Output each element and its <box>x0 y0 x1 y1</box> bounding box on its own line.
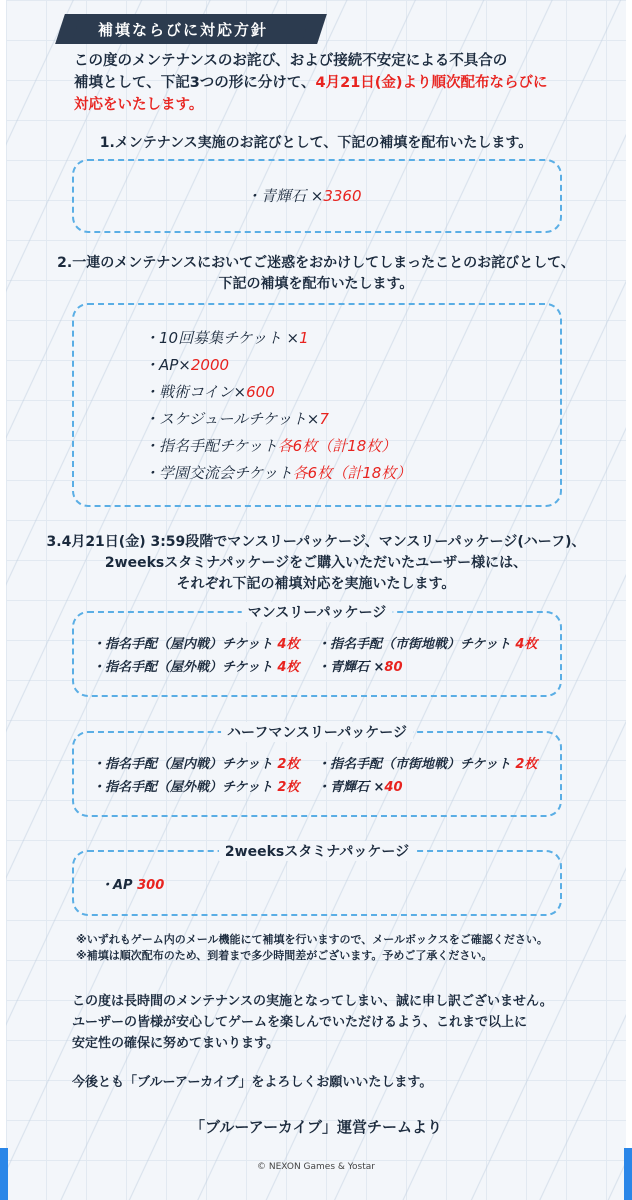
half-item-3-label: ・指名手配（屋外戦）チケット <box>92 780 273 795</box>
half-item-4-label: ・青輝石 × <box>317 780 385 795</box>
section3-title <box>6 532 626 595</box>
monthly-item-2-value: 4枚 <box>515 637 538 652</box>
section2-item-5-label: ・指名手配チケット <box>144 437 278 455</box>
half-item-1-label: ・指名手配（屋内戦）チケット <box>92 757 273 772</box>
monthly-package-label: マンスリーパッケージ <box>242 602 393 622</box>
stamina-package-box <box>72 844 562 916</box>
monthly-item-3-label: ・指名手配（屋外戦）チケット <box>92 660 273 675</box>
section2-item-4 <box>144 408 329 430</box>
section-header <box>68 14 314 44</box>
half-item-3 <box>92 778 299 798</box>
section2-item-2-label: ・AP× <box>144 356 191 374</box>
monthly-item-4-label: ・青輝石 × <box>317 660 385 675</box>
half-item-2 <box>317 755 537 775</box>
section1-title: 1.メンテナンス実施のお詫びとして、下記の補填を配布いたします。 <box>99 135 533 151</box>
intro-line-2 <box>74 72 614 94</box>
closing-line-4: 今後とも「ブルーアーカイブ」をよろしくお願いいたします。 <box>72 1075 433 1090</box>
section2-item-2 <box>144 354 229 376</box>
half-monthly-package-box <box>72 725 562 817</box>
section2-item-1-value: 1 <box>299 329 309 347</box>
half-item-2-value: 2枚 <box>515 757 538 772</box>
intro-text <box>74 50 614 116</box>
section3-title-line-3: それぞれ下記の補填対応を実施いたします。 <box>176 576 456 592</box>
monthly-item-1-value: 4枚 <box>277 637 300 652</box>
section2-item-6-value: 各6枚（計18枚） <box>292 464 412 482</box>
closing-line-2: ユーザーの皆様が安心してゲームを楽しんでいただけるよう、これまで以上に <box>72 1015 528 1030</box>
monthly-item-2-label: ・指名手配（市街地戦）チケット <box>317 637 511 652</box>
section2-item-4-value: 7 <box>319 410 329 428</box>
section2-item-6 <box>144 462 411 484</box>
closing-line-3: 安定性の確保に努めてまいります。 <box>72 1036 279 1051</box>
copyright: © NEXON Games & Yostar <box>256 1162 375 1172</box>
monthly-item-3-value: 4枚 <box>277 660 300 675</box>
monthly-package-box <box>72 605 562 697</box>
section2-item-1-label: ・10回募集チケット × <box>144 329 300 347</box>
intro-line-1: この度のメンテナンスのお詫び、および接続不安定による不具合の <box>74 53 508 69</box>
intro-line-2b: 4月21日(金)より順次配布ならびに <box>315 75 548 91</box>
monthly-item-4-value: 80 <box>384 660 403 675</box>
half-monthly-package-label: ハーフマンスリーパッケージ <box>221 722 413 742</box>
monthly-item-1 <box>92 635 299 655</box>
half-item-4-value: 40 <box>384 780 403 795</box>
section2-item-2-value: 2000 <box>190 356 230 374</box>
half-item-3-value: 2枚 <box>277 780 300 795</box>
closing-paragraph <box>72 991 553 1054</box>
section-header-title: 補填ならびに対応方針 <box>98 20 269 39</box>
section1-box <box>72 159 562 233</box>
section2-title-line-2: 下記の補填を配布いたします。 <box>218 276 414 292</box>
section2-item-3 <box>144 381 275 403</box>
monthly-item-3 <box>92 658 299 678</box>
monthly-item-4 <box>317 658 403 678</box>
stamina-package-label: 2weeksスタミナパッケージ <box>219 841 415 861</box>
section2-item-5 <box>144 435 396 457</box>
frame-edge-left <box>0 1148 8 1200</box>
stamina-item-label: ・AP <box>100 878 138 893</box>
section2-item-5-value: 各6枚（計18枚） <box>277 437 397 455</box>
half-item-4 <box>317 778 403 798</box>
section3-title-line-2: 2weeksスタミナパッケージをご購入いただいたユーザー様には、 <box>104 555 528 571</box>
stamina-item-value: 300 <box>137 878 165 893</box>
half-item-2-label: ・指名手配（市街地戦）チケット <box>317 757 511 772</box>
section2-item-1 <box>144 327 309 349</box>
section1-item-label: ・青輝石 × <box>246 187 324 205</box>
section2-item-4-label: ・スケジュールチケット× <box>144 410 320 428</box>
frame-edge-right <box>624 1148 632 1200</box>
section2-title <box>6 253 626 295</box>
monthly-item-2 <box>317 635 537 655</box>
notice-page <box>6 0 626 1200</box>
monthly-item-1-label: ・指名手配（屋内戦）チケット <box>92 637 273 652</box>
section2-box <box>72 303 562 507</box>
half-item-1-value: 2枚 <box>277 757 300 772</box>
section2-item-6-label: ・学園交流会チケット <box>144 464 293 482</box>
section1-item-value: 3360 <box>323 187 362 205</box>
note-1: ※いずれもゲーム内のメール機能にて補填を行いますので、メールボックスをご確認ください。 <box>76 933 548 946</box>
intro-line-2a: 補填として、下記3つの形に分けて、 <box>74 75 316 91</box>
section2-title-line-1: 2.一連のメンテナンスにおいてご迷惑をおかけしてしまったことのお詫びとして、 <box>57 255 575 271</box>
closing-line-1: この度は長時間のメンテナンスの実施となってしまい、誠に申し訳ございません。 <box>72 994 553 1009</box>
intro-line-3: 対応をいたします。 <box>74 97 204 113</box>
stamina-item <box>100 876 164 896</box>
note-2: ※補填は順次配布のため、到着まで多少時間差がございます。予めご了承ください。 <box>76 949 493 962</box>
signature: 「ブルーアーカイブ」運営チームより <box>189 1118 442 1136</box>
section2-item-3-value: 600 <box>246 383 275 401</box>
section2-item-3-label: ・戦術コイン× <box>144 383 247 401</box>
section1-item <box>246 185 362 207</box>
section3-title-line-1: 3.4月21日(金) 3:59段階でマンスリーパッケージ、マンスリーパッケージ(ハーフ)、 <box>46 534 586 550</box>
half-item-1 <box>92 755 299 775</box>
